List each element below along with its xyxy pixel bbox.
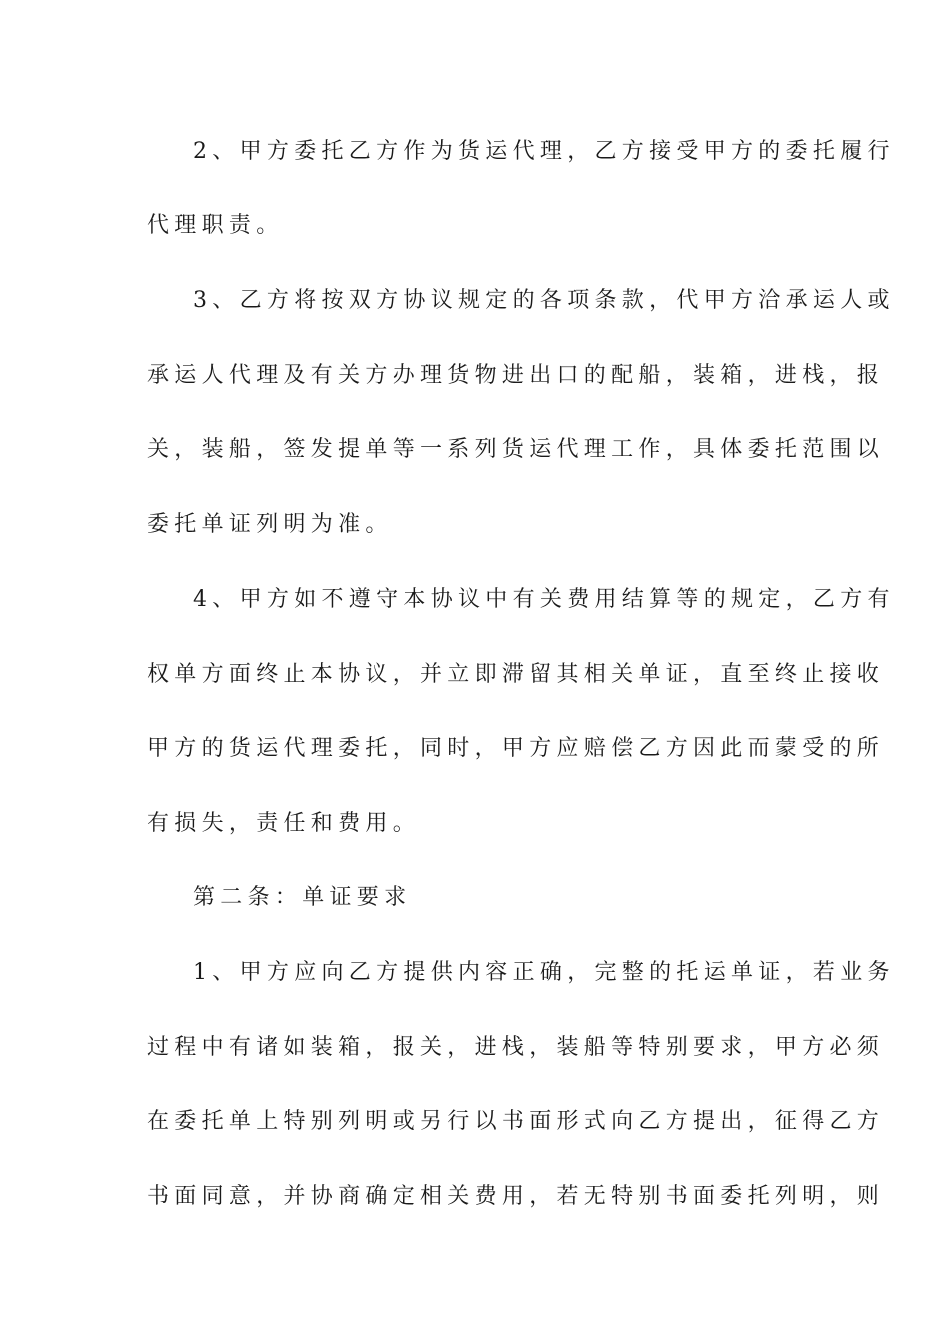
paragraph-line: 关，装船，签发提单等一系列货运代理工作，具体委托范围以: [147, 437, 885, 462]
paragraph-line: 1、甲方应向乙方提供内容正确，完整的托运单证，若业务: [193, 960, 895, 985]
paragraph-line: 书面同意，并协商确定相关费用，若无特别书面委托列明，则: [147, 1184, 885, 1209]
paragraph-line: 代理职责。: [147, 213, 284, 238]
section-heading: 第二条：单证要求: [193, 885, 412, 910]
paragraph-line: 3、乙方将按双方协议规定的各项条款，代甲方洽承运人或: [193, 288, 895, 313]
paragraph-line: 甲方的货运代理委托，同时，甲方应赔偿乙方因此而蒙受的所: [147, 736, 885, 761]
paragraph-line: 在委托单上特别列明或另行以书面形式向乙方提出，征得乙方: [147, 1109, 885, 1134]
paragraph-line: 2、甲方委托乙方作为货运代理，乙方接受甲方的委托履行: [193, 139, 895, 164]
paragraph-line: 有损失，责任和费用。: [147, 811, 421, 836]
paragraph-line: 权单方面终止本协议，并立即滞留其相关单证，直至终止接收: [147, 662, 885, 687]
paragraph-line: 4、甲方如不遵守本协议中有关费用结算等的规定，乙方有: [193, 587, 895, 612]
paragraph-line: 过程中有诸如装箱，报关，进栈，装船等特别要求，甲方必须: [147, 1035, 885, 1060]
paragraph-line: 承运人代理及有关方办理货物进出口的配船，装箱，进栈，报: [147, 363, 885, 388]
paragraph-line: 委托单证列明为准。: [147, 512, 393, 537]
